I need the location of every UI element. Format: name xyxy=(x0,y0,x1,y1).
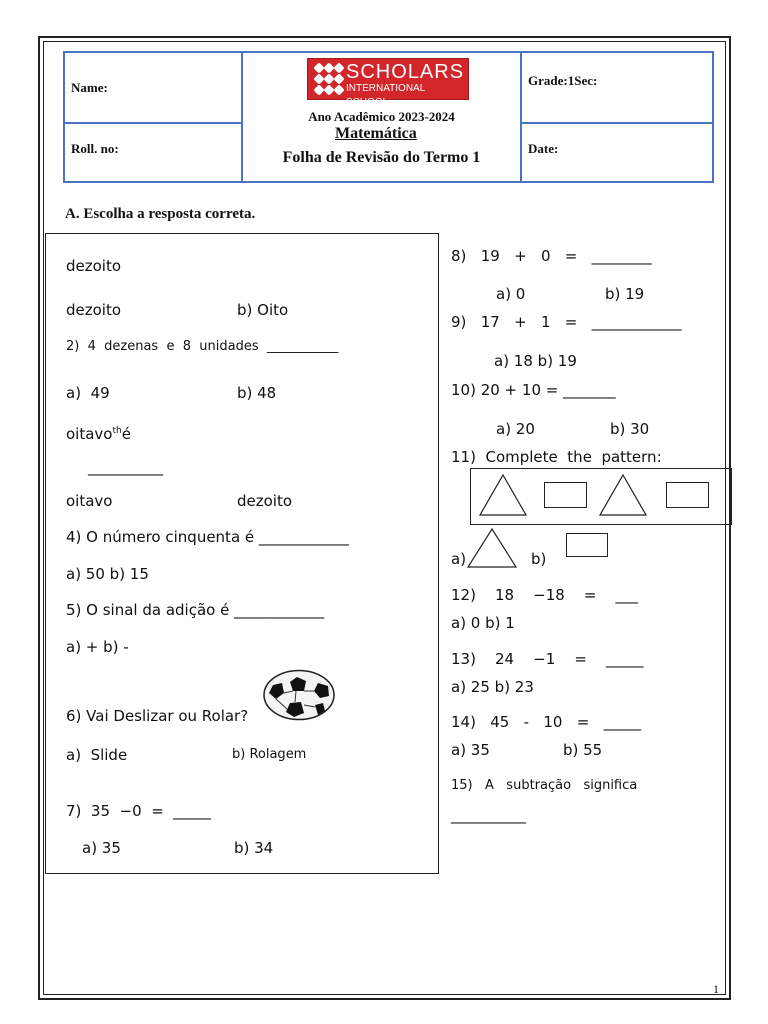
pattern-triangle-icon xyxy=(478,473,528,517)
q2-option-b: b) 48 xyxy=(237,384,277,402)
q11-text: 11) Complete the pattern: xyxy=(451,448,662,466)
triangle-option-icon xyxy=(466,527,518,569)
q7-option-a: a) 35 xyxy=(82,839,121,857)
academic-year: Ano Acadêmico 2023-2024 xyxy=(308,109,455,124)
q15-blank: __________ xyxy=(451,806,526,824)
q4-text: 4) O número cinquenta é ____________ xyxy=(66,528,349,546)
q14-option-b: b) 55 xyxy=(563,741,603,759)
q8-text: 8) 19 + 0 = ________ xyxy=(451,247,652,265)
left-question-box xyxy=(45,233,439,874)
q10-option-b: b) 30 xyxy=(610,420,650,438)
logo-text-sub: INTERNATIONAL SCHOOL xyxy=(346,83,425,108)
pattern-triangle-icon xyxy=(598,473,648,517)
section-a-heading: A. Escolha a resposta correta. xyxy=(65,206,256,222)
q3-sup: th xyxy=(112,426,122,436)
q1-option-b: b) Oito xyxy=(237,301,289,319)
q13-options: a) 25 b) 23 xyxy=(451,678,534,696)
q7-text: 7) 35 −0 = _____ xyxy=(66,802,211,820)
header-row-divider-left xyxy=(63,122,242,124)
q9-text: 9) 17 + 1 = ____________ xyxy=(451,313,682,331)
q7-option-b: b) 34 xyxy=(234,839,274,857)
q3-option-a: oitavo xyxy=(66,492,113,510)
header-row-divider-right xyxy=(520,122,714,124)
q3-blank: __________ xyxy=(88,458,163,476)
q3-text xyxy=(66,422,131,443)
q13-text: 13) 24 −1 = _____ xyxy=(451,650,644,668)
q3-word: oitavo xyxy=(66,425,113,443)
pattern-rectangle-icon xyxy=(544,482,587,508)
q6-option-a: a) Slide xyxy=(66,746,128,764)
pattern-rectangle-icon xyxy=(666,482,709,508)
logo-emblem-icon xyxy=(314,63,344,95)
q12-options: a) 0 b) 1 xyxy=(451,614,515,632)
q10-text: 10) 20 + 10 = _______ xyxy=(451,381,616,399)
scholars-logo xyxy=(307,58,469,108)
q3-after: é xyxy=(121,425,131,443)
subject-title: Matemática xyxy=(335,125,417,142)
grade-label: Grade:1Sec: xyxy=(528,73,598,88)
logo-text-main: SCHOLARS xyxy=(346,61,465,83)
q15-text: 15) A subtração significa xyxy=(451,778,638,793)
q2-text: 2) 4 dezenas e 8 unidades ___________ xyxy=(66,339,339,354)
q8-option-b: b) 19 xyxy=(605,285,645,303)
q9-options: a) 18 b) 19 xyxy=(494,352,577,370)
q3-option-b: dezoito xyxy=(237,492,293,510)
soccer-ball-icon xyxy=(263,669,335,721)
sheet-title: Folha de Revisão do Termo 1 xyxy=(282,149,481,166)
q5-options: a) + b) - xyxy=(66,638,129,656)
q14-option-a: a) 35 xyxy=(451,741,490,759)
q5-text: 5) O sinal da adição é ____________ xyxy=(66,601,325,619)
q6-text: 6) Vai Deslizar ou Rolar? xyxy=(66,707,249,725)
name-label: Name: xyxy=(71,80,108,95)
q6-option-b: b) Rolagem xyxy=(232,747,307,762)
page-number: 1 xyxy=(713,982,719,996)
q8-option-a: a) 0 xyxy=(496,285,526,303)
roll-label: Roll. no: xyxy=(71,141,119,156)
q14-text: 14) 45 - 10 = _____ xyxy=(451,713,642,731)
q12-text: 12) 18 −18 = ___ xyxy=(451,586,639,604)
rectangle-option-icon xyxy=(566,533,608,557)
q1-line: dezoito xyxy=(66,257,122,275)
q2-option-a: a) 49 xyxy=(66,384,110,402)
q1-option-a: dezoito xyxy=(66,301,122,319)
q11-option-a-label: a) xyxy=(451,550,467,568)
date-label: Date: xyxy=(528,141,559,156)
q11-option-b-label: b) xyxy=(531,550,547,568)
q10-option-a: a) 20 xyxy=(496,420,535,438)
q4-options: a) 50 b) 15 xyxy=(66,565,149,583)
